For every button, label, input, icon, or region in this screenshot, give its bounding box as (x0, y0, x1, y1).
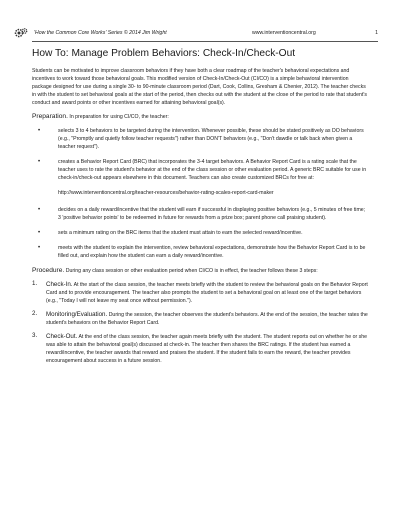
step-name: Check-In. (46, 281, 73, 288)
step-item (32, 281, 368, 305)
procedure-steps (32, 281, 368, 365)
procedure-title: Procedure. (32, 267, 65, 274)
page-number: 1 (375, 30, 378, 36)
main-content (32, 48, 368, 371)
procedure-lead: During any class session or other evaluation period when CI/CO is in effect, the teacher follows these 3 steps: (65, 268, 318, 274)
step-number: 1. (32, 280, 38, 287)
preparation-lead: In preparation for using CI/CO, the teacher: (69, 114, 169, 120)
step-text: At the end of the class session, the teacher again meets briefly with the student. The student reports out on whether he or she was able to attain the behavioral goal(s) discussed at check-in. The teacher then shares the BRC ratings. If the student has earned a reward/incentive, the teacher awards that reward and praises the student. If the student fails to earn the reward, the teacher provides encouragement about success in a future session. (46, 334, 368, 364)
list-item: • meets with the student to explain the intervention, review behavioral expectations, demonstrate how the Behavior Report Card is to be filled out, and explain how the student can earn a daily reward/incentive. (32, 244, 368, 260)
brc-maker-link[interactable]: http://www.interventioncentral.org/teacher-resources/behavior-rating-scales-report-card-maker (58, 190, 274, 196)
gear-logo-icon (14, 27, 28, 39)
list-item: • decides on a daily reward/incentive that the student will earn if successful in displaying positive behaviors (e.g., 5 minutes of free time; 3 'positive behavior points' to be redeemed in future for rewards from a prize box; parent phone call praising student). (32, 206, 368, 222)
list-item: • selects 3 to 4 behaviors to be targeted during the intervention. Whenever possible, these should be stated positively as DO behaviors (e.g., "Promptly and quietly follow teacher requests") rather than DON'T behaviors (e.g., "Don't dawdle or talk back when given a teacher request"). (32, 127, 368, 151)
step-number: 3. (32, 332, 38, 339)
list-item: • sets a minimum rating on the BRC items that the student must attain to earn the selected reward/incentive. (32, 229, 368, 237)
step-number: 2. (32, 310, 38, 317)
page-title: How To: Manage Problem Behaviors: Check-In/Check-Out (32, 48, 296, 59)
page-header (14, 26, 378, 40)
preparation-list (32, 127, 368, 182)
procedure-heading-paragraph (32, 267, 368, 275)
step-name: Check-Out. (46, 333, 78, 340)
step-text: At the start of the class session, the teacher meets briefly with the student to review the behavioral goals on the Behavior Report Card and to provide encouragement. The teacher also prompts the student to set a behavioral goal on at least one of the target behaviors (e.g., "Today I will not leave my seat once without permission."). (46, 282, 368, 304)
intro-paragraph: Students can be motivated to improve classroom behaviors if they have both a clear roadmap of the teacher's behavioral expectations and incentives to work toward those behavioral goals. This modified version of Check-In/Check-Out (CI/CO) is a simple behavioral intervention package designed for use during a single 30- to 90-minute classroom period (Dart, Cook, Collins, Gresham & Chenier, 2012). The teacher checks in with the student to set behavioral goals at the start of the period, then checks out with the student at the close of the period to rate that student's conduct and award points or other incentives earned for attaining behavioral goal(s). (32, 68, 367, 106)
step-name: Monitoring/Evaluation. (46, 311, 108, 318)
step-item (32, 311, 368, 327)
step-item (32, 333, 368, 365)
header-series-text: 'How the Common Core Works' Series © 2014 Jim Wright (34, 30, 167, 36)
header-divider (32, 41, 378, 42)
step-text: During the session, the teacher observes the student's behaviors. At the end of the session, the teacher rates the student's behaviors on the Behavior Report Card. (46, 312, 368, 326)
preparation-title: Preparation. (32, 113, 68, 120)
header-site-link[interactable]: www.interventioncentral.org (252, 30, 316, 36)
preparation-heading-paragraph (32, 113, 368, 121)
preparation-list-continued (32, 206, 368, 260)
list-item: • creates a Behavior Report Card (BRC) that incorporates the 3-4 target behaviors. A Behavior Report Card is a rating scale that the teacher uses to rate the student's behavior at the end of the class session or other evaluation period. A generic BRC suitable for use in check-in/check-out appears elsewhere in this document. Teachers can also create customized BRCs for free at: (32, 158, 368, 182)
